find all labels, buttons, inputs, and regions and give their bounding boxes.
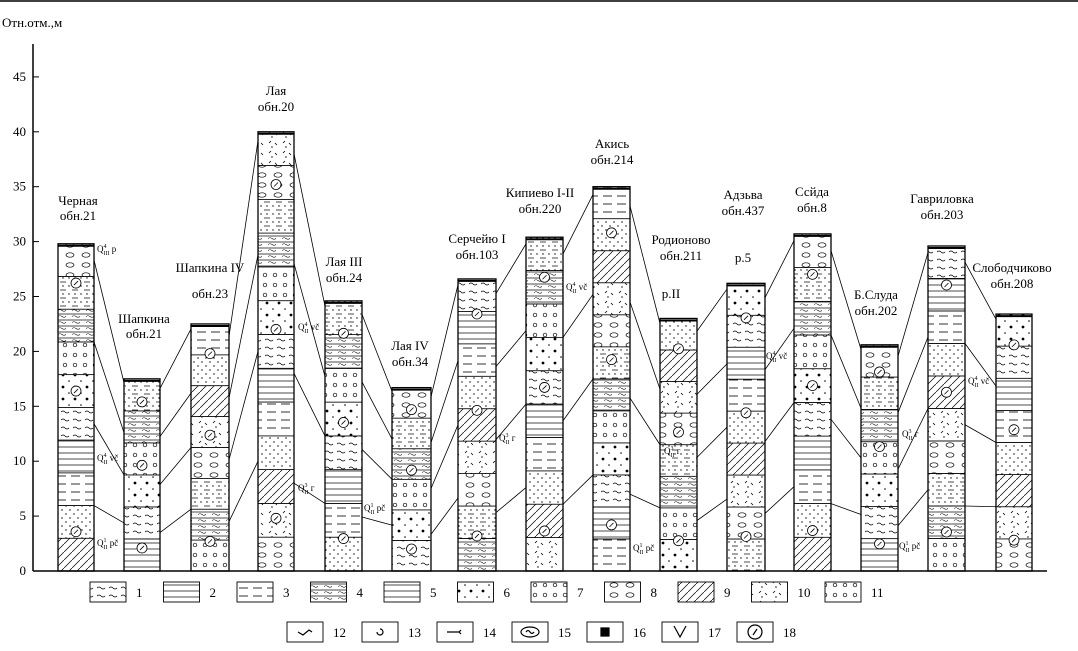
- correlation-line: [362, 449, 392, 479]
- section-column: [910, 191, 974, 571]
- legend-swatch: [752, 582, 788, 602]
- lithology-layer: [458, 279, 496, 311]
- lithology-layer: [996, 378, 1032, 410]
- lithology-layer: [325, 335, 362, 369]
- lithology-layer: [727, 443, 765, 475]
- stratigraphic-label: $Q^3$ II г: [664, 446, 681, 459]
- correlation-line: [630, 302, 660, 389]
- column-name: Гавриловка: [910, 191, 974, 206]
- lithology-layer: [458, 474, 496, 506]
- lithology-layer: [191, 478, 229, 509]
- correlation-line: [697, 427, 727, 457]
- column-outcrop: обн.214: [590, 152, 634, 167]
- column-name: Шапкина IV: [175, 260, 245, 275]
- lithology-layer: [794, 335, 831, 369]
- legend-item: [605, 582, 658, 602]
- stratigraphic-label: $Q^4$ II vč: [97, 453, 119, 466]
- section-column: [591, 136, 634, 571]
- lithology-layer: [593, 251, 630, 283]
- lithology-layer: [258, 368, 294, 402]
- y-tick-label: 20: [13, 343, 26, 359]
- lithology-layer: [191, 447, 229, 478]
- lithology-layer: [593, 475, 630, 507]
- lithology-layer: [593, 283, 630, 315]
- legend-number: 6: [503, 585, 510, 600]
- legend-swatch: [311, 582, 347, 602]
- lithology-layer: [660, 476, 697, 508]
- lithology-layer: [258, 132, 294, 166]
- correlation-line: [563, 475, 593, 504]
- lithology-layer: [191, 509, 229, 540]
- stratigraphic-label: $Q^4$ III p: [97, 244, 117, 257]
- legend-item: [512, 622, 571, 642]
- lithology-layer: [458, 441, 496, 473]
- lithology-layer: [593, 315, 630, 347]
- legend-swatch: [605, 582, 641, 602]
- lithology-layer: [325, 436, 362, 470]
- correlation-line: [294, 373, 325, 436]
- lithology-layer: [593, 539, 630, 571]
- legend-swatch: [531, 582, 567, 602]
- lithology-layer: [660, 350, 697, 382]
- lithology-layer: [928, 246, 965, 279]
- column-name: Акись: [594, 136, 630, 151]
- lithology-layer: [526, 304, 563, 337]
- lithology-layer: [794, 470, 831, 504]
- correlation-line: [160, 329, 191, 389]
- correlation-line: [229, 255, 258, 398]
- lithology-layer: [526, 337, 563, 370]
- stratigraphic-label: $Q^3$ II г: [298, 483, 315, 496]
- lithology-layer: [727, 283, 765, 315]
- section-column: [258, 83, 294, 571]
- y-tick-label: 15: [13, 398, 26, 414]
- y-tick-label: 35: [13, 178, 26, 194]
- legend-item: [287, 622, 346, 642]
- legend-swatch: [90, 582, 126, 602]
- y-tick-label: 0: [19, 563, 26, 578]
- lithology-layer: [593, 187, 630, 219]
- correlation-line: [898, 490, 928, 526]
- y-tick-label: 30: [13, 233, 26, 249]
- lithology-layer: [928, 538, 965, 571]
- column-outcrop: обн.203: [920, 207, 964, 222]
- lithology-layer: [526, 471, 563, 504]
- section-column: [391, 338, 431, 571]
- lithology-layer: [928, 408, 965, 441]
- stratigraphic-label: $Q^4$ II vč: [766, 351, 788, 364]
- lithology-layer: [191, 355, 229, 386]
- legend-item: [458, 582, 511, 602]
- column-name: Шапкина: [118, 311, 170, 326]
- legend-item: [737, 622, 796, 642]
- correlation-line: [697, 289, 727, 331]
- legend-number: 12: [333, 625, 346, 640]
- stratigraphic-label: $Q^1$ II pč: [364, 503, 386, 516]
- correlation-line: [697, 364, 727, 394]
- correlation-line: [831, 504, 861, 515]
- lithology-layer: [58, 407, 94, 440]
- correlation-line: [431, 425, 458, 489]
- column-name: Родионово: [651, 232, 711, 247]
- lithology-layer: [258, 335, 294, 369]
- legend-number: 9: [724, 585, 731, 600]
- column-outcrop: обн.8: [797, 200, 827, 215]
- correlation-line: [294, 154, 325, 307]
- section-column: [448, 231, 505, 571]
- legend-symbol: [601, 628, 609, 636]
- lithology-layer: [794, 537, 831, 571]
- stratigraphic-label: $Q^1$ II pč: [633, 543, 655, 556]
- lithology-layer: [325, 368, 362, 402]
- y-tick-label: 40: [13, 123, 26, 139]
- lithology-layer: [861, 474, 898, 506]
- lithology-layer: [124, 475, 160, 507]
- column-name: Серчейю I: [448, 231, 506, 246]
- section-column: [794, 184, 831, 571]
- legend-number: 1: [136, 585, 143, 600]
- lithology-layer: [58, 440, 94, 473]
- lithology-layer: [593, 443, 630, 475]
- lithology-layer: [258, 267, 294, 301]
- correlation-line: [362, 314, 392, 391]
- legend-number: 18: [783, 625, 796, 640]
- lithology-layer: [392, 479, 431, 510]
- correlation-line: [229, 351, 258, 459]
- column-name: Адзьва: [723, 187, 763, 202]
- correlation-line: [697, 499, 727, 520]
- lithology-layer: [526, 437, 563, 470]
- lithology-layer: [58, 538, 94, 571]
- correlation-line: [94, 424, 124, 475]
- legend-number: 2: [209, 585, 216, 600]
- stratigraphic-label: $Q^4$ II vč: [968, 376, 990, 389]
- correlation-line: [563, 294, 593, 337]
- stratigraphic-label: $Q^3$ II г: [902, 429, 919, 442]
- correlation-line: [362, 517, 392, 525]
- lithology-layer: [325, 470, 362, 504]
- legend-number: 3: [283, 585, 290, 600]
- section-column: [651, 232, 710, 571]
- y-ticks: [13, 69, 39, 578]
- lithology-layer: [258, 199, 294, 233]
- legend-item: [164, 582, 217, 602]
- correlation-line: [94, 506, 124, 523]
- legend-swatch: [458, 582, 494, 602]
- lithology-layer: [794, 402, 831, 436]
- correlation-line: [431, 285, 458, 397]
- column-name: Кипиево I-II: [505, 185, 575, 200]
- lithology-layer: [727, 347, 765, 379]
- column-name: Лая: [265, 83, 287, 98]
- column-name: Слободчиково: [972, 260, 1052, 275]
- lithology-layer: [727, 379, 765, 411]
- section-columns: [58, 83, 1052, 571]
- section-column: [506, 185, 574, 571]
- legend-item: [587, 622, 647, 642]
- lithology-layer: [593, 379, 630, 411]
- section-column: [722, 187, 765, 571]
- column-extra-label: р.II: [661, 286, 681, 301]
- correlation-line: [563, 379, 593, 421]
- legend-item: [662, 622, 722, 642]
- column-outcrop: обн.21: [59, 208, 97, 223]
- lithology-layer: [58, 244, 94, 277]
- lithology-layer: [928, 441, 965, 474]
- lithology-layer: [727, 475, 765, 507]
- correlation-line: [496, 488, 526, 513]
- legend-swatch: [662, 622, 698, 642]
- lithology-layer: [861, 409, 898, 441]
- correlation-line: [431, 361, 458, 443]
- correlation-line: [965, 425, 996, 443]
- correlation-line: [160, 509, 191, 532]
- section-column: [176, 260, 245, 571]
- lithology-layer: [861, 506, 898, 538]
- correlation-line: [630, 398, 660, 445]
- column-outcrop: обн.21: [125, 326, 163, 341]
- y-tick-label: 45: [13, 68, 26, 84]
- legend-item: [678, 582, 731, 602]
- lithology-layer: [124, 507, 160, 539]
- column-name: Лая III: [325, 254, 363, 269]
- legend-item: [384, 582, 437, 602]
- lithology-layer: [660, 508, 697, 540]
- correlation-line: [229, 461, 258, 521]
- legend-item: [311, 582, 364, 602]
- section-column: [854, 287, 898, 571]
- lithology-layer: [258, 402, 294, 436]
- correlation-line: [229, 141, 258, 337]
- lithology-layer: [392, 510, 431, 541]
- correlation-line: [496, 244, 526, 294]
- column-name: Черная: [58, 193, 98, 208]
- correlation-line: [765, 241, 794, 298]
- lithology-layer: [526, 404, 563, 437]
- lithology-layer: [458, 344, 496, 376]
- legend-number: 13: [408, 625, 421, 640]
- correlation-line: [362, 382, 392, 439]
- lithology-layer: [458, 539, 496, 571]
- lithology-layer: [526, 237, 563, 270]
- lithology-layer: [58, 473, 94, 506]
- legend-swatch: [384, 582, 420, 602]
- correlation-line: [765, 487, 794, 514]
- correlation-line: [94, 342, 124, 433]
- lithology-layer: [191, 386, 229, 417]
- stratigraphic-label: $Q^1$ II pč: [97, 538, 119, 551]
- correlation-line: [965, 506, 996, 507]
- correlation-line: [496, 331, 526, 367]
- y-tick-label: 25: [13, 288, 26, 304]
- legend-swatch: [237, 582, 273, 602]
- lithology-layer: [794, 301, 831, 335]
- lithology-layer: [124, 411, 160, 443]
- column-outcrop: обн.103: [455, 247, 499, 262]
- correlation-line: [563, 194, 593, 254]
- correlation-line: [898, 252, 928, 356]
- section-column: [972, 260, 1051, 571]
- column-outcrop: обн.202: [854, 303, 898, 318]
- lithology-layer: [392, 418, 431, 449]
- legend-number: 15: [558, 625, 571, 640]
- y-axis-label: Отн.отм.,м: [2, 15, 63, 30]
- column-name: Лая IV: [391, 338, 429, 353]
- column-extra-label: р.5: [734, 250, 752, 265]
- legend-number: 16: [633, 625, 646, 640]
- section-column: [118, 311, 170, 571]
- legend-number: 17: [708, 625, 721, 640]
- lithology-layer: [861, 377, 898, 409]
- correlation-line: [898, 337, 928, 413]
- legend-item: [90, 582, 143, 602]
- legend-number: 4: [356, 585, 363, 600]
- stratigraphic-label: $Q^4$ II vč: [298, 322, 320, 335]
- legend-item: [237, 582, 290, 602]
- lithology-layer: [794, 436, 831, 470]
- lithology-layer: [660, 382, 697, 414]
- stratigraphic-label: $Q^4$ II vč: [566, 282, 588, 295]
- lithology-layer: [996, 507, 1032, 539]
- lithology-layer: [458, 376, 496, 408]
- correlation-line: [765, 328, 794, 369]
- y-tick-label: 10: [13, 453, 26, 469]
- lithology-layer: [258, 470, 294, 504]
- correlation-line: [831, 335, 861, 408]
- correlation-line: [160, 447, 191, 484]
- legend-swatch: [164, 582, 200, 602]
- legend-item: [752, 582, 811, 602]
- legend-swatch: [287, 622, 323, 642]
- column-outcrop: обн.20: [257, 99, 295, 114]
- lithology-layer: [258, 436, 294, 470]
- correlation-line: [160, 393, 191, 436]
- legend-item: [362, 622, 421, 642]
- legend-swatch: [825, 582, 861, 602]
- lithology-layer: [58, 342, 94, 375]
- lithology-layer: [593, 411, 630, 443]
- legend-item: [531, 582, 584, 602]
- legend-item: [437, 622, 497, 642]
- lithology-layer: [727, 539, 765, 571]
- correlation-line: [630, 206, 660, 324]
- column-name: Ссйда: [795, 184, 829, 199]
- lithology-layer: [325, 503, 362, 537]
- column-outcrop: обн.211: [659, 248, 703, 263]
- correlation-line: [431, 498, 458, 534]
- legend-number: 14: [483, 625, 496, 640]
- column-outcrop: обн.24: [325, 270, 363, 285]
- y-tick-label: 5: [19, 508, 26, 524]
- correlation-line: [765, 402, 794, 441]
- stratigraphic-label: $Q^3$ II г: [499, 433, 516, 446]
- column-outcrop: обн.220: [518, 201, 562, 216]
- column-name: Б.Слуда: [854, 287, 898, 302]
- lithology-layer: [794, 234, 831, 268]
- legend-number: 5: [430, 585, 437, 600]
- lithology-layer: [996, 443, 1032, 475]
- lithology-layer: [996, 475, 1032, 507]
- legend-number: 10: [797, 585, 811, 600]
- stratigraphic-label: $Q^1$ II pč: [899, 541, 921, 554]
- lithology-layer: [928, 311, 965, 344]
- lithology-layer: [258, 233, 294, 267]
- legend-number: 8: [650, 585, 657, 600]
- correlation-line: [294, 264, 325, 377]
- correlation-line: [831, 419, 861, 458]
- section-column: [325, 254, 363, 571]
- lithology-layer: [928, 343, 965, 376]
- lithology-layer: [996, 346, 1032, 378]
- column-outcrop: обн.208: [990, 276, 1034, 291]
- legend: [90, 582, 884, 642]
- legend-item: [825, 582, 884, 602]
- legend-number: 7: [577, 585, 584, 600]
- legend-number: 11: [871, 585, 884, 600]
- correlation-line: [630, 494, 660, 508]
- legend-swatch: [362, 622, 398, 642]
- lithology-layer: [58, 309, 94, 342]
- section-column: [58, 193, 98, 571]
- column-outcrop: обн.437: [721, 203, 765, 218]
- column-outcrop: обн.34: [391, 354, 429, 369]
- legend-swatch: [678, 582, 714, 602]
- lithology-layer: [928, 473, 965, 506]
- lithology-layer: [526, 538, 563, 571]
- lithology-layer: [258, 537, 294, 571]
- column-outcrop: обн.23: [191, 286, 229, 301]
